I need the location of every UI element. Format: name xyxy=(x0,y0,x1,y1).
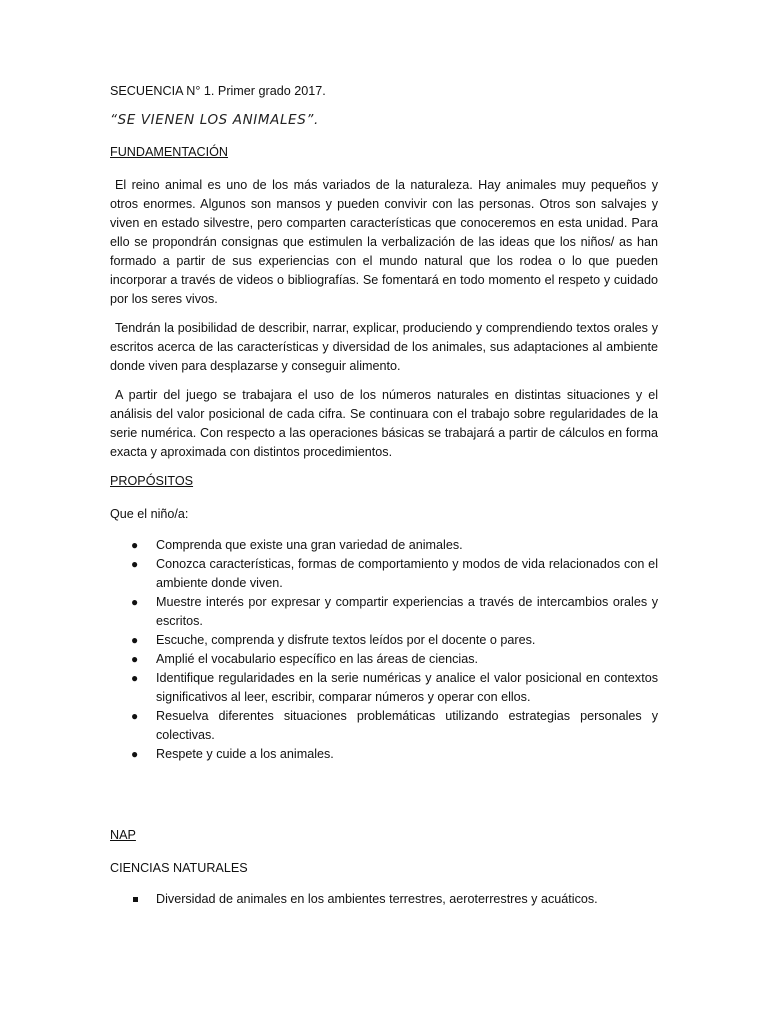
bullet-icon: ● xyxy=(131,557,139,571)
list-item-text: Conozca características, formas de comportamiento y modos de vida relacionados con el ambiente donde viven. xyxy=(156,557,658,590)
fundamentacion-paragraph-1: El reino animal es uno de los más variados de la naturaleza. Hay animales muy pequeños y otros enormes. Algunos son mansos y pueden convivir con las personas. Otros son salvajes y viven en estado silvestre, pero comparten características que conoceremos en esta unidad. Para ello se propondrán consignas que estimulen la verbalización de las ideas que los niños/ as han formado a partir de sus experiencias con el mundo natural que los rodea o lo que pueden incorporar a través de videos o bibliografías. Se fomentará en todo momento el respeto y cuidado por los seres vivos. xyxy=(110,178,658,306)
bullet-icon: ● xyxy=(131,709,139,723)
propositos-list xyxy=(110,536,658,764)
bullet-icon: ● xyxy=(131,633,139,647)
fundamentacion-heading: FUNDAMENTACIÓN xyxy=(110,145,229,159)
list-item xyxy=(110,669,658,707)
list-item-text: Identifique regularidades en la serie numéricas y analice el valor posicional en contextos significativos al leer, escribir, comparar números y operar con ellos. xyxy=(156,671,658,704)
ciencias-naturales-heading: CIENCIAS NATURALES xyxy=(110,861,248,875)
document-subtitle: “SE VIENEN LOS ANIMALES”. xyxy=(110,112,319,128)
fundamentacion-paragraph-3: A partir del juego se trabajara el uso de los números naturales en distintas situaciones y el análisis del valor posicional de cada cifra. Se continuara con el trabajo sobre regularidades de la serie numérica. Con respecto a las operaciones básicas se trabajará a partir de cálculos en forma exacta y aproximada con distintos procedimientos. xyxy=(110,388,658,459)
bullet-icon: ● xyxy=(131,671,139,685)
list-item xyxy=(110,890,658,909)
list-item xyxy=(110,745,658,764)
list-item-text: Respete y cuide a los animales. xyxy=(156,747,334,761)
list-item xyxy=(110,650,658,669)
square-bullet-icon xyxy=(133,897,138,902)
list-item xyxy=(110,555,658,593)
list-item xyxy=(110,631,658,650)
list-item xyxy=(110,707,658,745)
list-item-text: Muestre interés por expresar y compartir experiencias a través de intercambios orales y escritos. xyxy=(156,595,658,628)
nap-heading: NAP xyxy=(110,828,136,842)
list-item-text: Escuche, comprenda y disfrute textos leídos por el docente o pares. xyxy=(156,633,536,647)
list-item xyxy=(110,593,658,631)
section-spacer xyxy=(110,764,658,826)
fundamentacion-paragraph-2: Tendrán la posibilidad de describir, narrar, explicar, produciendo y comprendiendo textos orales y escritos acerca de las características y diversidad de los animales, sus adaptaciones al ambiente donde viven para desplazarse y conseguir alimento. xyxy=(110,321,658,373)
list-item-text: Diversidad de animales en los ambientes terrestres, aeroterrestres y acuáticos. xyxy=(156,892,598,906)
list-item-text: Resuelva diferentes situaciones problemáticas utilizando estrategias personales y colectivas. xyxy=(156,709,658,742)
bullet-icon: ● xyxy=(131,652,139,666)
document-title: SECUENCIA N° 1. Primer grado 2017. xyxy=(110,84,326,98)
list-item-text: Amplié el vocabulario específico en las áreas de ciencias. xyxy=(156,652,479,666)
bullet-icon: ● xyxy=(131,595,139,609)
list-item xyxy=(110,536,658,555)
propositos-intro: Que el niño/a: xyxy=(110,507,189,521)
propositos-heading: PROPÓSITOS xyxy=(110,474,194,488)
list-item-text: Comprenda que existe una gran variedad de animales. xyxy=(156,538,463,552)
bullet-icon: ● xyxy=(131,538,139,552)
nap-list xyxy=(110,890,658,909)
document-page xyxy=(110,82,658,909)
bullet-icon: ● xyxy=(131,747,139,761)
